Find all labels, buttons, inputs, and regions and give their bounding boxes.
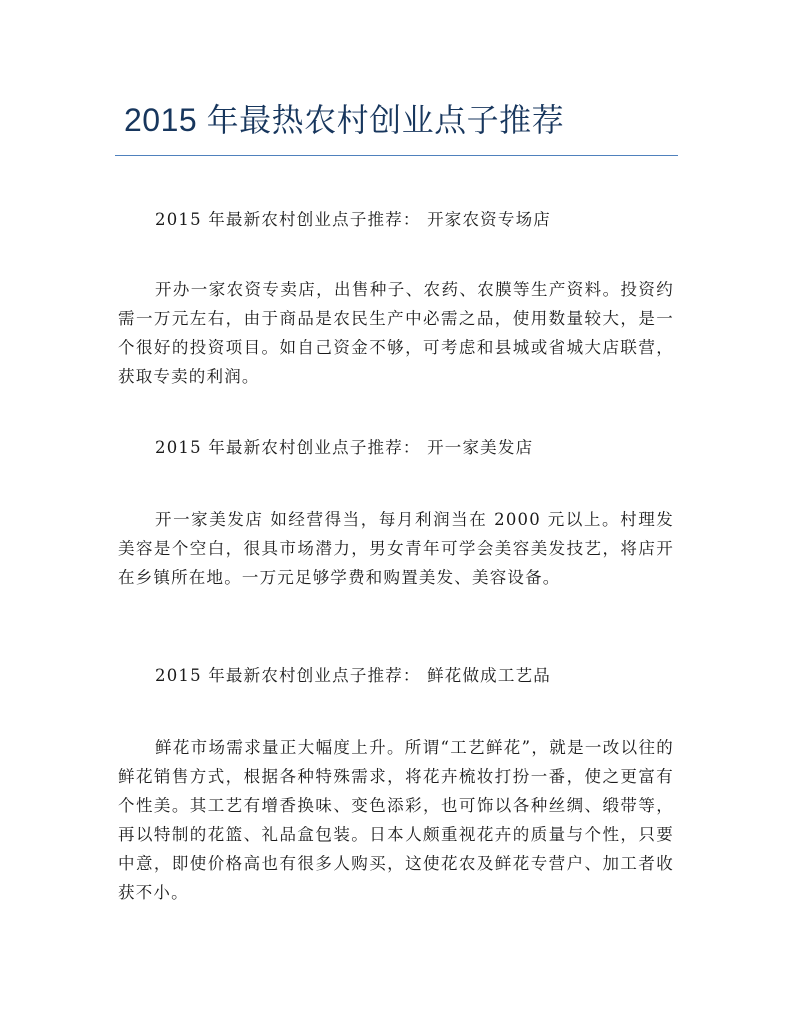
section-paragraph-flower-crafts: 鲜花市场需求量正大幅度上升。所谓“工艺鲜花”，就是一改以往的鲜花销售方式，根据各种特殊需求，将花卉梳妆打扮一番，使之更富有个性美。其工艺有增香换味、变色添彩，也可饰以各种丝绸、缎带等，再以特制的花篮、礼品盒包装。日本人颇重视花卉的质量与个性，只要中意，即使价格高也有很多人购买，这使花农及鲜花专营户、加工者收获不小。 xyxy=(118,738,674,902)
title-underline-divider xyxy=(115,155,678,156)
section-heading-flower-crafts: 2015 年最新农村创业点子推荐： 鲜花做成工艺品 xyxy=(155,666,551,685)
section-heading-farm-supply-store: 2015 年最新农村创业点子推荐： 开家农资专场店 xyxy=(155,210,551,229)
document-title: 2015 年最热农村创业点子推荐 xyxy=(124,102,565,138)
section-paragraph-hair-salon: 开一家美发店 如经营得当，每月利润当在 2000 元以上。村理发美容是个空白，很具市场潜力，男女青年可学会美容美发技艺，将店开在乡镇所在地。一万元足够学费和购置美发、美容设备。 xyxy=(118,510,674,587)
section-heading-hair-salon: 2015 年最新农村创业点子推荐： 开一家美发店 xyxy=(155,438,534,457)
section-paragraph-farm-supply-store: 开办一家农资专卖店，出售种子、农药、农膜等生产资料。投资约需一万元左右，由于商品是农民生产中必需之品，使用数量较大，是一个很好的投资项目。如自己资金不够，可考虑和县城或省城大店联营，获取专卖的利润。 xyxy=(118,280,674,386)
